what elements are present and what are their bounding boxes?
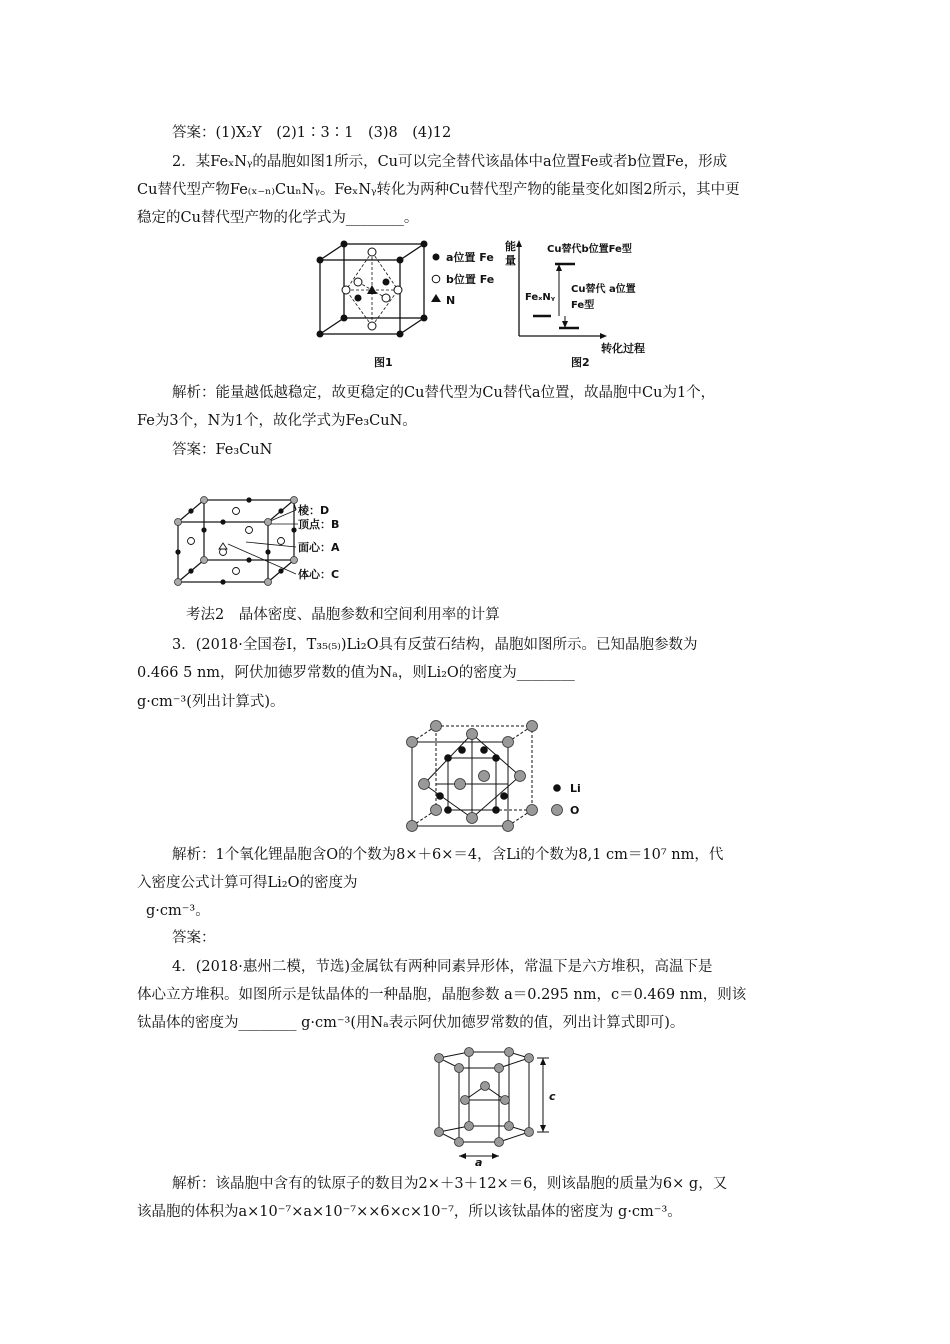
fig1-legend-a: a位置 Fe (446, 251, 494, 264)
ti-label-c: c (549, 1090, 556, 1103)
q2-analysis-line2: Fe为3个，N为1个，故化学式为Fe₃CuN。 (137, 413, 417, 429)
fig2-ylabel-2: 量 (505, 254, 516, 267)
q4-text-line3: 钛晶体的密度为________ g·cm⁻³(用Nₐ表示阿伏加德罗常数的值，列出计算式即可)。 (137, 1015, 685, 1031)
li2o-legend-o: O (570, 804, 580, 817)
cube-label-face: 面心：A (298, 541, 340, 554)
q3-text-line2: 0.466 5 nm，阿伏加德罗常数的值为Nₐ，则Li₂O的密度为________ (137, 665, 575, 681)
q2-text-line2: Cu替代型产物Fe₍ₓ₋ₙ₎CuₙNᵧ。FeₓNᵧ转化为两种Cu替代型产物的能量变化如图2所示，其中更 (137, 182, 740, 198)
cube-label-edge: 棱：D (298, 504, 330, 517)
fig1-legend-n: N (446, 294, 456, 307)
cube-label-vertex: 顶点：B (298, 518, 340, 531)
q4-analysis-line2: 该晶胞的体积为a×10⁻⁷×a×10⁻⁷××6×c×10⁻⁷，所以该钛晶体的密度为 g·cm⁻³。 (137, 1204, 682, 1220)
fig2-label-a2: Fe型 (571, 300, 595, 311)
cube-label-body: 体心：C (298, 568, 340, 581)
cube-position-diagram (168, 492, 358, 592)
section-heading: 考法2 晶体密度、晶胞参数和空间利用率的计算 (186, 607, 500, 623)
ti-label-a: a (475, 1156, 483, 1166)
figure-2-energy-diagram (495, 236, 665, 372)
q3-analysis-line3: g·cm⁻³。 (146, 903, 210, 919)
figure-li2o-unit-cell (400, 718, 600, 838)
q1-answer: 答案：(1)X₂Y (2)1∶3∶1 (3)8 (4)12 (172, 125, 452, 141)
q3-text-line3: g·cm⁻³(列出计算式)。 (137, 694, 285, 710)
fig1-legend-b: b位置 Fe (446, 273, 495, 286)
q3-answer: 答案： (172, 930, 216, 946)
q2-answer: 答案：Fe₃CuN (172, 442, 273, 458)
fig2-ylabel-1: 能 (505, 240, 516, 253)
fig2-label-fexny: FeₓNᵧ (525, 292, 555, 303)
q3-analysis-line2: 入密度公式计算可得Li₂O的密度为 (137, 875, 358, 891)
q2-text-line1: 2．某FeₓNᵧ的晶胞如图1所示，Cu可以完全替代该晶体中a位置Fe或者b位置Fe，形成 (172, 154, 728, 170)
fig2-xlabel: 转化过程 (601, 342, 645, 355)
fig2-label-b: Cu替代b位置Fe型 (547, 244, 632, 255)
fig1-caption: 图1 (374, 356, 393, 369)
figure-1-unit-cell (310, 236, 510, 372)
q2-text-line3: 稳定的Cu替代型产物的化学式为________。 (137, 210, 419, 226)
fig2-label-a1: Cu替代 a位置 (571, 284, 636, 295)
figure-titanium-hexagonal-cell (425, 1046, 565, 1166)
fig2-caption: 图2 (571, 356, 590, 369)
q3-text-line1: 3．(2018·全国卷Ⅰ，T₃₅₍₅₎)Li₂O具有反萤石结构，晶胞如图所示。已知晶胞参数为 (172, 637, 698, 653)
q2-analysis-line1: 解析：能量越低越稳定，故更稳定的Cu替代型为Cu替代a位置，故晶胞中Cu为1个， (172, 385, 716, 401)
q4-analysis-line1: 解析：该晶胞中含有的钛原子的数目为2×＋3＋12×＝6，则该晶胞的质量为6× g，又 (172, 1176, 728, 1192)
li2o-legend-li: Li (570, 782, 581, 795)
q3-analysis-line1: 解析：1个氧化锂晶胞含O的个数为8×＋6×＝4，含Li的个数为8,1 cm＝10⁷ nm，代 (172, 847, 724, 863)
q4-text-line2: 体心立方堆积。如图所示是钛晶体的一种晶胞，晶胞参数 a＝0.295 nm，c＝0.469 nm，则该 (137, 987, 747, 1003)
q4-text-line1: 4．(2018·惠州二模，节选)金属钛有两种同素异形体，常温下是六方堆积，高温下是 (172, 959, 713, 975)
